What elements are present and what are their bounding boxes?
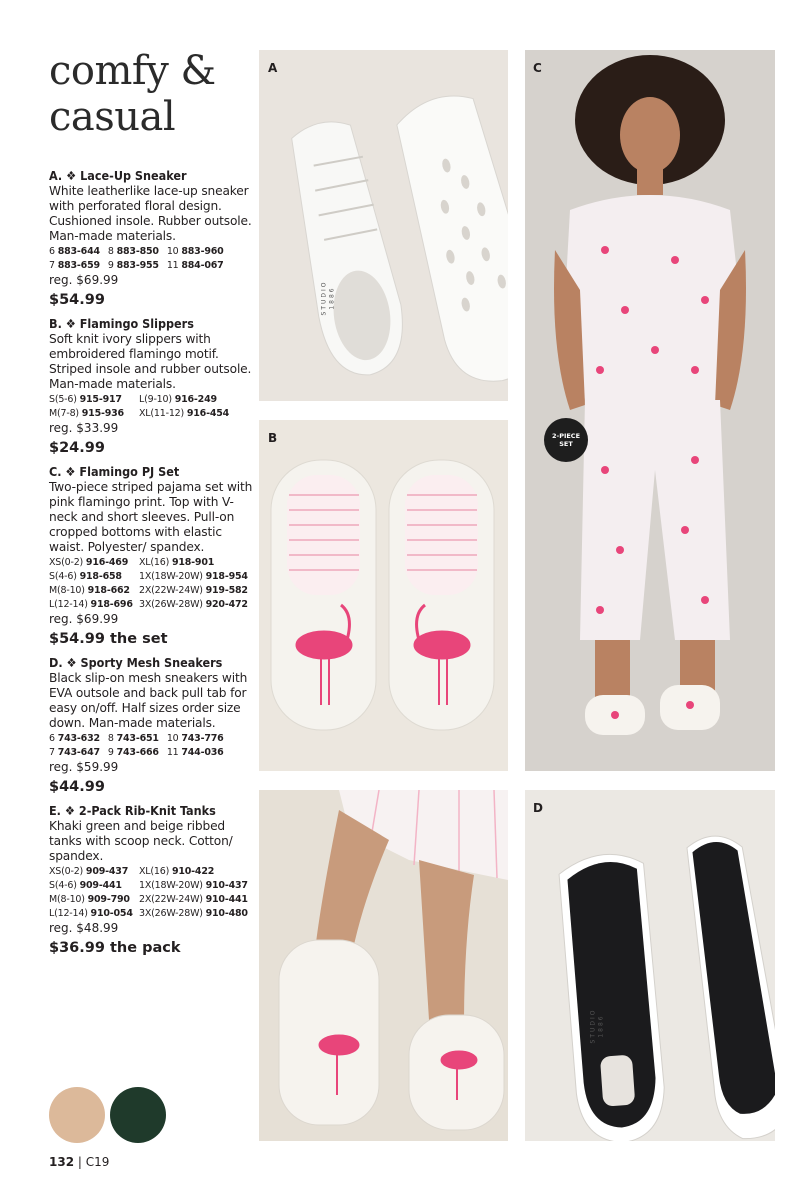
sku-code: 918-954 (205, 571, 248, 582)
sku-code: 883-659 (57, 260, 100, 271)
sku-code: 909-437 (85, 866, 129, 877)
brand-line-2: 1886 (597, 1014, 605, 1038)
sku-size: L(9-10) (139, 394, 172, 405)
brand-line-2: 1886 (328, 286, 336, 310)
brand-line-1: STUDIO (320, 280, 328, 316)
sku-code: 910-441 (205, 894, 248, 905)
sku-entry (49, 893, 139, 907)
photo-label-d: D (533, 801, 543, 815)
sku-entry (139, 570, 248, 584)
sku-entry (108, 259, 159, 273)
sku-size: 7 (49, 260, 55, 271)
sku-size: 2X(22W-24W) (139, 585, 203, 596)
sku-size: 8 (107, 246, 114, 257)
photo-flamingo-slippers[interactable] (259, 420, 508, 771)
photo-slippers-worn[interactable] (259, 790, 508, 1141)
sku-code: 916-469 (85, 557, 129, 568)
sku-size: 11 (166, 260, 179, 271)
sku-size: M(8-10) (49, 894, 85, 905)
sku-entry (139, 393, 229, 407)
sku-entry (49, 259, 100, 273)
sku-code: 918-658 (79, 571, 122, 582)
sku-entry (167, 746, 224, 760)
sku-entry (49, 732, 100, 746)
product-description: Black slip-on mesh sneakers with EVA outsole and back pull tab for easy on/off. Half sizes order size down. Man-made materials. (49, 671, 248, 730)
product-list (49, 167, 259, 963)
sku-size: XL(16) (139, 557, 170, 568)
sku-code: 883-850 (116, 246, 159, 257)
sku-code: 918-901 (171, 557, 215, 568)
swatch-khaki-green[interactable] (110, 1087, 166, 1143)
sku-code: 916-249 (174, 394, 217, 405)
sku-size: M(8-10) (49, 585, 85, 596)
page-number: 132 (49, 1155, 75, 1169)
sku-size: 2X(22W-24W) (139, 894, 203, 905)
product-name[interactable]: D. ❖ Sporty Mesh Sneakers (49, 655, 223, 670)
photo-label-b: B (268, 431, 278, 445)
sku-size: XL(16) (139, 866, 170, 877)
brand-stamp (320, 281, 336, 316)
mesh-sneakers-illustration (525, 790, 775, 1141)
sku-entry (139, 556, 248, 570)
sku-entry (139, 598, 248, 612)
sale-price: $54.99 the set (49, 631, 168, 647)
photo-lace-up-sneaker[interactable] (259, 50, 508, 401)
product-description: Two-piece striped pajama set with pink flamingo print. Top with V-neck and short sleeves. Pull-on cropped bottoms with elastic waist. Polyester/ spandex. (49, 480, 253, 554)
sku-entry (139, 407, 229, 421)
sku-entry (167, 259, 224, 273)
sku-entry (108, 746, 159, 760)
title-line-2: casual (49, 94, 176, 140)
sku-code: 883-960 (181, 246, 224, 257)
regular-price: reg. $48.99 (49, 921, 119, 935)
two-piece-set-badge (544, 418, 588, 462)
sku-code: 910-480 (205, 908, 248, 919)
product-item (49, 654, 259, 797)
sku-size: 11 (166, 747, 179, 758)
sku-entry (139, 893, 248, 907)
sku-entry (139, 879, 248, 893)
sku-code: 743-651 (116, 733, 159, 744)
folio-separator: | (77, 1155, 82, 1169)
slippers-worn-illustration (259, 790, 508, 1141)
sku-entry (49, 393, 139, 407)
brand-stamp (589, 1009, 605, 1044)
product-description: White leatherlike lace-up sneaker with perforated floral design. Cushioned insole. Rubber outsole. Man-made materials. (49, 184, 252, 243)
sku-size: 6 (49, 733, 55, 744)
sku-size: 10 (166, 246, 179, 257)
photo-label-c: C (533, 61, 542, 75)
page-folio (49, 1155, 109, 1169)
sku-entry (49, 584, 139, 598)
sku-size: XL(11-12) (139, 408, 185, 419)
product-name[interactable]: C. ❖ Flamingo PJ Set (49, 464, 180, 479)
photo-sporty-mesh-sneakers[interactable] (525, 790, 775, 1141)
pj-model-illustration (525, 50, 775, 771)
product-name[interactable]: A. ❖ Lace-Up Sneaker (49, 168, 187, 183)
regular-price: reg. $69.99 (49, 612, 119, 626)
product-item (49, 463, 259, 649)
sku-code: 915-917 (79, 394, 122, 405)
badge-line-2: SET (559, 440, 573, 448)
sku-size: 7 (49, 747, 55, 758)
badge-line-1: 2-PIECE (551, 432, 581, 440)
sku-entry (49, 570, 139, 584)
sku-entry (167, 732, 224, 746)
sku-size: 3X(26W-28W) (139, 908, 203, 919)
product-item (49, 802, 259, 958)
sku-entry (49, 907, 139, 921)
sku-grid (49, 393, 259, 421)
sku-code: 910-422 (171, 866, 215, 877)
sku-size: 1X(18W-20W) (139, 571, 203, 582)
catalog-code: C19 (85, 1155, 110, 1169)
sku-entry (167, 245, 224, 259)
sku-entry (139, 584, 248, 598)
regular-price: reg. $59.99 (49, 760, 119, 774)
product-name[interactable]: B. ❖ Flamingo Slippers (49, 316, 194, 331)
sku-code: 883-644 (57, 246, 100, 257)
sku-code: 884-067 (181, 260, 224, 271)
sku-code: 918-662 (87, 585, 130, 596)
sku-code: 918-696 (90, 599, 133, 610)
sku-code: 919-582 (205, 585, 248, 596)
sku-size: 9 (107, 747, 114, 758)
brand-line-1: STUDIO (589, 1008, 597, 1044)
product-description: Khaki green and beige ribbed tanks with scoop neck. Cotton/ spandex. (49, 819, 233, 863)
sku-size: XS(0-2) (49, 557, 84, 568)
sku-size: S(5-6) (49, 394, 77, 405)
sku-size: 6 (49, 246, 55, 257)
sale-price: $24.99 (49, 440, 105, 456)
sku-grid (49, 732, 259, 760)
sku-size: S(4-6) (49, 571, 77, 582)
sku-entry (49, 598, 139, 612)
photo-label-a: A (268, 61, 278, 75)
sku-entry (49, 245, 100, 259)
title-line-1: comfy & (49, 48, 216, 94)
sku-code: 910-437 (205, 880, 248, 891)
sku-code: 909-790 (87, 894, 130, 905)
product-description: Soft knit ivory slippers with embroidered flamingo motif. Striped insole and rubber outsole. Man-made materials. (49, 332, 252, 391)
sku-grid (49, 556, 259, 612)
sneaker-illustration (259, 50, 508, 401)
regular-price: reg. $69.99 (49, 273, 119, 287)
sku-code: 910-054 (90, 908, 133, 919)
sku-code: 743-632 (57, 733, 100, 744)
sku-entry (49, 865, 139, 879)
sku-grid (49, 245, 259, 273)
sku-size: 8 (107, 733, 114, 744)
sku-entry (49, 879, 139, 893)
sale-price: $36.99 the pack (49, 940, 181, 956)
sku-size: 1X(18W-20W) (139, 880, 203, 891)
slippers-illustration (259, 420, 508, 771)
sku-size: L(12-14) (49, 599, 88, 610)
sku-size: M(7-8) (49, 408, 79, 419)
sale-price: $44.99 (49, 779, 105, 795)
sale-price: $54.99 (49, 292, 105, 308)
sku-entry (108, 245, 159, 259)
regular-price: reg. $33.99 (49, 421, 119, 435)
sku-code: 909-441 (79, 880, 122, 891)
sku-size: 3X(26W-28W) (139, 599, 203, 610)
sku-code: 744-036 (181, 747, 224, 758)
sku-code: 915-936 (81, 408, 124, 419)
product-item (49, 315, 259, 458)
sku-size: XS(0-2) (49, 866, 84, 877)
sku-size: 10 (166, 733, 179, 744)
product-name[interactable]: E. ❖ 2-Pack Rib-Knit Tanks (49, 803, 216, 818)
sku-entry (139, 865, 248, 879)
sku-entry (49, 556, 139, 570)
photo-flamingo-pj-set[interactable] (525, 50, 775, 771)
sku-entry (139, 907, 248, 921)
sku-size: L(12-14) (49, 908, 88, 919)
sku-code: 743-666 (116, 747, 159, 758)
product-item (49, 167, 259, 310)
sku-code: 743-647 (57, 747, 100, 758)
sku-grid (49, 865, 259, 921)
swatch-beige[interactable] (49, 1087, 105, 1143)
sku-code: 883-955 (116, 260, 159, 271)
sku-entry (108, 732, 159, 746)
sku-size: 9 (107, 260, 114, 271)
sku-entry (49, 407, 139, 421)
sku-code: 916-454 (186, 408, 230, 419)
sku-size: S(4-6) (49, 880, 77, 891)
sku-entry (49, 746, 100, 760)
sku-code: 743-776 (181, 733, 224, 744)
page-title (49, 48, 249, 140)
sku-code: 920-472 (205, 599, 248, 610)
